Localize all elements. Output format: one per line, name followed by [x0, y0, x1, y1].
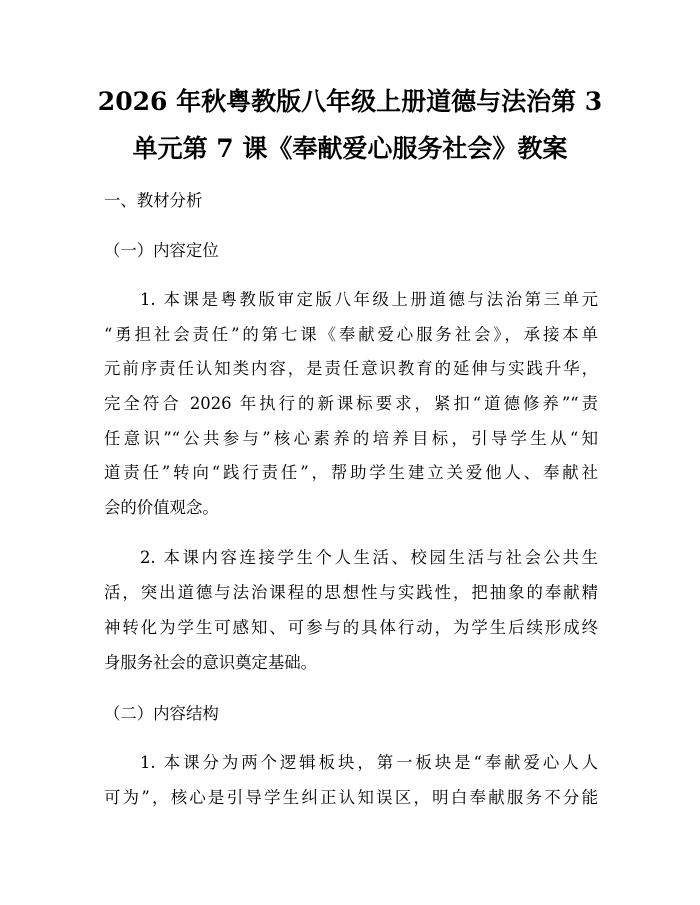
paragraph-line: 会的价值观念。	[104, 498, 219, 517]
paragraph-line: 神转化为学生可感知、可参与的具体行动，为学生后续形成终	[104, 618, 598, 637]
paragraph-line: 活，突出道德与法治课程的思想性与实践性，把抽象的奉献精	[104, 583, 598, 602]
paragraph-line: 2. 本课内容连接学生个人生活、校园生活与社会公共生	[140, 548, 598, 567]
subsection-heading-content-positioning: （一）内容定位	[104, 241, 219, 260]
subsection-heading-content-structure: （二）内容结构	[104, 704, 219, 723]
paragraph-line: 元前序责任认知类内容，是责任意识教育的延伸与实践升华，	[104, 359, 598, 378]
paragraph-line: 道责任”转向“践行责任”，帮助学生建立关爱他人、奉献社	[104, 463, 598, 482]
paragraph-line: 可为”，核心是引导学生纠正认知误区，明白奉献服务不分能	[104, 788, 598, 807]
paragraph-line: 完全符合 2026 年执行的新课标要求，紧扣“道德修养”“责	[104, 394, 598, 413]
paragraph-line: 1. 本课分为两个逻辑板块，第一板块是“奉献爱心人人	[140, 753, 598, 772]
document-title-line-1: 2026 年秋粤教版八年级上册道德与法治第 3	[97, 87, 603, 116]
paragraph-line: 身服务社会的意识奠定基础。	[104, 653, 318, 672]
document-title-line-2: 单元第 7 课《奉献爱心服务社会》教案	[132, 134, 568, 163]
paragraph-line: “勇担社会责任”的第七课《奉献爱心服务社会》，承接本单	[104, 325, 598, 344]
paragraph-line: 任意识”“公共参与”核心素养的培养目标，引导学生从“知	[104, 429, 598, 448]
paragraph-line: 1. 本课是粤教版审定版八年级上册道德与法治第三单元	[140, 290, 598, 309]
section-heading-textbook-analysis: 一、教材分析	[104, 191, 203, 210]
